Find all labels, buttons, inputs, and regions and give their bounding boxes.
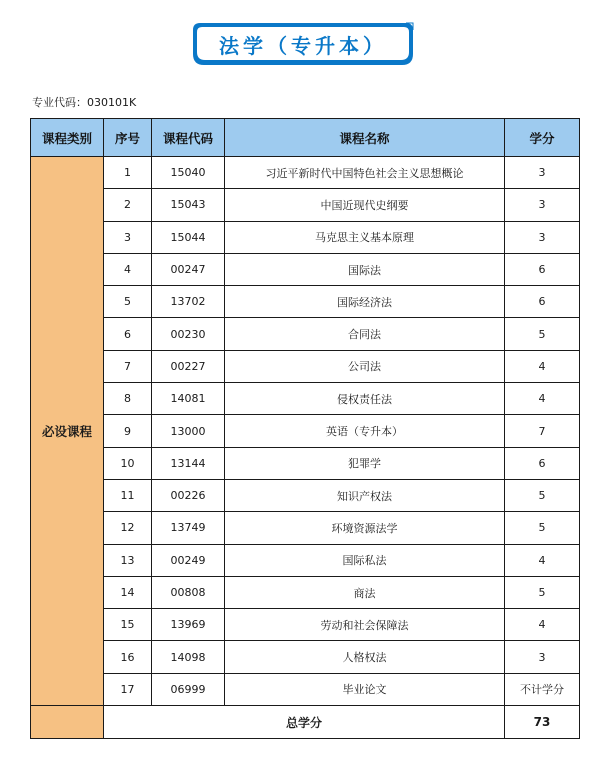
credits-cell: 5 <box>505 576 580 608</box>
seq-cell: 14 <box>104 576 152 608</box>
course-name-cell: 公司法 <box>225 350 505 382</box>
course-table-body <box>31 157 580 706</box>
course-name-cell: 环境资源法学 <box>225 512 505 544</box>
seq-cell: 6 <box>104 318 152 350</box>
seq-cell: 2 <box>104 189 152 221</box>
course-name-cell: 国际私法 <box>225 544 505 576</box>
credits-cell: 3 <box>505 221 580 253</box>
table-row <box>31 157 580 189</box>
credits-cell: 4 <box>505 609 580 641</box>
table-header-row <box>31 119 580 157</box>
course-name-cell: 习近平新时代中国特色社会主义思想概论 <box>225 157 505 189</box>
major-code: 专业代码：030101K <box>32 96 137 109</box>
course-name-cell: 毕业论文 <box>225 673 505 705</box>
code-cell: 00226 <box>152 479 225 511</box>
credits-cell: 6 <box>505 253 580 285</box>
credits-cell: 3 <box>505 641 580 673</box>
table-row <box>31 609 580 641</box>
code-cell: 13000 <box>152 415 225 447</box>
seq-cell: 4 <box>104 253 152 285</box>
code-cell: 15040 <box>152 157 225 189</box>
seq-cell: 17 <box>104 673 152 705</box>
table-row <box>31 350 580 382</box>
credits-cell: 4 <box>505 383 580 415</box>
code-cell: 06999 <box>152 673 225 705</box>
title-banner <box>192 22 414 66</box>
code-cell: 00230 <box>152 318 225 350</box>
code-cell: 14081 <box>152 383 225 415</box>
course-name-cell: 中国近现代史纲要 <box>225 189 505 221</box>
header-credits: 学分 <box>505 119 580 157</box>
table-row <box>31 641 580 673</box>
seq-cell: 16 <box>104 641 152 673</box>
header-code: 课程代码 <box>152 119 225 157</box>
seq-cell: 8 <box>104 383 152 415</box>
course-name-cell: 劳动和社会保障法 <box>225 609 505 641</box>
header-category: 课程类别 <box>31 119 104 157</box>
code-cell: 15043 <box>152 189 225 221</box>
table-row <box>31 318 580 350</box>
table-row <box>31 512 580 544</box>
seq-cell: 13 <box>104 544 152 576</box>
course-name-cell: 合同法 <box>225 318 505 350</box>
code-cell: 13702 <box>152 286 225 318</box>
total-row-category-cell <box>31 706 104 739</box>
table-row <box>31 576 580 608</box>
seq-cell: 15 <box>104 609 152 641</box>
header-seq: 序号 <box>104 119 152 157</box>
course-name-cell: 知识产权法 <box>225 479 505 511</box>
table-row <box>31 479 580 511</box>
seq-cell: 12 <box>104 512 152 544</box>
credits-cell: 5 <box>505 318 580 350</box>
code-cell: 00247 <box>152 253 225 285</box>
table-row <box>31 253 580 285</box>
course-name-cell: 国际法 <box>225 253 505 285</box>
credits-cell: 6 <box>505 286 580 318</box>
course-name-cell: 人格权法 <box>225 641 505 673</box>
credits-cell: 3 <box>505 157 580 189</box>
credits-cell: 6 <box>505 447 580 479</box>
table-row <box>31 189 580 221</box>
course-table <box>30 118 580 739</box>
seq-cell: 7 <box>104 350 152 382</box>
code-cell: 00808 <box>152 576 225 608</box>
code-cell: 00227 <box>152 350 225 382</box>
course-name-cell: 侵权责任法 <box>225 383 505 415</box>
seq-cell: 1 <box>104 157 152 189</box>
code-cell: 15044 <box>152 221 225 253</box>
seq-cell: 9 <box>104 415 152 447</box>
category-cell: 必设课程 <box>31 157 104 706</box>
credits-cell: 4 <box>505 544 580 576</box>
total-label: 总学分 <box>104 706 505 739</box>
course-name-cell: 国际经济法 <box>225 286 505 318</box>
course-name-cell: 英语（专升本） <box>225 415 505 447</box>
table-row <box>31 286 580 318</box>
table-row <box>31 415 580 447</box>
table-row <box>31 673 580 705</box>
code-cell: 14098 <box>152 641 225 673</box>
course-name-cell: 马克思主义基本原理 <box>225 221 505 253</box>
page-title: 法学（专升本） <box>219 33 387 58</box>
course-name-cell: 犯罪学 <box>225 447 505 479</box>
table-row <box>31 447 580 479</box>
credits-cell: 5 <box>505 479 580 511</box>
credits-cell: 7 <box>505 415 580 447</box>
header-name: 课程名称 <box>225 119 505 157</box>
table-row <box>31 544 580 576</box>
credits-cell: 不计学分 <box>505 673 580 705</box>
table-row <box>31 221 580 253</box>
total-value: 73 <box>505 706 580 739</box>
seq-cell: 11 <box>104 479 152 511</box>
code-cell: 13144 <box>152 447 225 479</box>
credits-cell: 5 <box>505 512 580 544</box>
credits-cell: 4 <box>505 350 580 382</box>
code-cell: 00249 <box>152 544 225 576</box>
total-row <box>31 706 580 739</box>
seq-cell: 10 <box>104 447 152 479</box>
course-name-cell: 商法 <box>225 576 505 608</box>
code-cell: 13749 <box>152 512 225 544</box>
credits-cell: 3 <box>505 189 580 221</box>
code-cell: 13969 <box>152 609 225 641</box>
seq-cell: 5 <box>104 286 152 318</box>
table-row <box>31 383 580 415</box>
seq-cell: 3 <box>104 221 152 253</box>
